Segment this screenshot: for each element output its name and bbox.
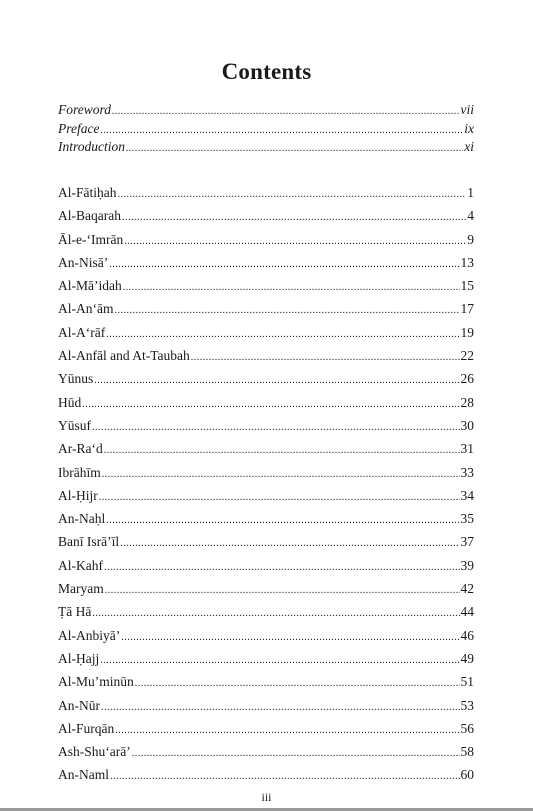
- chapter-entry: [58, 297, 474, 320]
- entry-title: Al-Anfāl and At-Taubah: [58, 348, 190, 364]
- entry-title: Yūsuf: [58, 417, 91, 433]
- entry-page-number: 17: [460, 301, 474, 317]
- entry-title: Al-Baqarah: [58, 208, 121, 224]
- chapter-entry: [58, 554, 474, 577]
- entry-page-number: 42: [460, 581, 474, 597]
- page-title: Contents: [221, 59, 312, 84]
- entry-page-number: 26: [460, 371, 474, 387]
- entry-title: Ibrāhīm: [58, 464, 101, 480]
- dot-leader: [112, 103, 460, 122]
- entry-page-number: ix: [464, 120, 474, 136]
- dot-leader: [101, 696, 460, 719]
- dot-leader: [105, 579, 460, 602]
- chapter-entry: [58, 694, 474, 717]
- chapter-entry: [58, 530, 474, 553]
- dot-leader: [191, 346, 460, 369]
- chapter-entry: [58, 204, 474, 227]
- dot-leader: [92, 416, 460, 439]
- entry-page-number: 39: [460, 557, 474, 573]
- dot-leader: [106, 509, 459, 532]
- entry-page-number: 30: [460, 417, 474, 433]
- entry-title: Hūd: [58, 394, 82, 410]
- entry-page-number: 53: [460, 697, 474, 713]
- entry-title: Al-Kahf: [58, 557, 103, 573]
- chapter-entry: [58, 437, 474, 460]
- entry-title: Foreword: [58, 102, 111, 117]
- dot-leader: [109, 253, 459, 276]
- dot-leader: [100, 649, 459, 672]
- dot-leader: [102, 463, 460, 486]
- entry-page-number: 9: [467, 231, 474, 247]
- chapter-entry: [58, 624, 474, 647]
- entry-page-number: 13: [460, 254, 474, 270]
- entry-title: Ash-Shu‘arā’: [58, 744, 131, 760]
- dot-leader: [104, 439, 460, 462]
- chapter-entry: [58, 344, 474, 367]
- entry-page-number: xi: [464, 139, 474, 154]
- dot-leader: [104, 556, 460, 579]
- chapter-entry: [58, 391, 474, 414]
- entry-title: Al-Ḥajj: [58, 650, 100, 666]
- dot-leader: [118, 183, 467, 206]
- entry-title: Āl-e-ʻImrān: [58, 231, 124, 247]
- dot-leader: [123, 276, 460, 299]
- front-matter-entry: [58, 138, 474, 157]
- chapter-entry: [58, 647, 474, 670]
- entry-page-number: 51: [460, 674, 474, 690]
- dot-leader: [114, 299, 459, 322]
- entry-title: Al-Ḥijr: [58, 487, 98, 503]
- entry-page-number: 28: [460, 394, 474, 410]
- entry-page-number: 35: [460, 511, 474, 527]
- dot-leader: [124, 230, 466, 253]
- dot-leader: [82, 393, 459, 416]
- entry-title: An-Naḥl: [58, 511, 106, 527]
- dot-leader: [100, 122, 463, 141]
- chapter-entry: [58, 251, 474, 274]
- dot-leader: [110, 765, 460, 788]
- dot-leader: [115, 719, 459, 742]
- dot-leader: [121, 626, 459, 649]
- entry-title: Introduction: [58, 139, 125, 154]
- chapter-entry: [58, 740, 474, 763]
- entry-page-number: 37: [460, 534, 474, 550]
- chapter-entry: [58, 507, 474, 530]
- dot-leader: [120, 532, 459, 555]
- entry-title: An-Nisā’: [58, 254, 109, 270]
- chapter-entry: [58, 461, 474, 484]
- entry-title: Ar-Ra‘d: [58, 441, 103, 457]
- entry-page-number: 4: [467, 208, 474, 224]
- entry-title: An-Naml: [58, 767, 109, 783]
- dot-leader: [122, 206, 466, 229]
- entry-page-number: 58: [460, 744, 474, 760]
- page-number: iii: [261, 790, 272, 804]
- chapter-entry: [58, 600, 474, 623]
- entry-title: Al-Mā’idah: [58, 278, 122, 294]
- chapter-entry: [58, 717, 474, 740]
- chapter-entry: [58, 181, 474, 204]
- chapter-entry: [58, 484, 474, 507]
- entry-page-number: 33: [460, 464, 474, 480]
- entry-title: Banī Isrā’īl: [58, 534, 120, 550]
- entry-title: Al-Anbiyā’: [58, 627, 121, 643]
- chapter-entry: [58, 321, 474, 344]
- chapter-entry: [58, 367, 474, 390]
- entry-page-number: 15: [460, 278, 474, 294]
- dot-leader: [106, 323, 459, 346]
- entry-title: Al-Mu’minūn: [58, 674, 134, 690]
- dot-leader: [94, 369, 459, 392]
- entry-page-number: 60: [460, 767, 474, 783]
- chapter-entry: [58, 763, 474, 786]
- entry-page-number: 31: [460, 441, 474, 457]
- entry-title: Al-A‘rāf: [58, 324, 106, 340]
- entry-title: Maryam: [58, 581, 104, 597]
- chapter-entry: [58, 414, 474, 437]
- entry-title: Yūnus: [58, 371, 94, 387]
- front-matter-entry: [58, 101, 474, 120]
- chapter-entry: [58, 228, 474, 251]
- entry-page-number: 34: [460, 487, 474, 503]
- entry-page-number: vii: [460, 102, 474, 117]
- dot-leader: [92, 602, 459, 625]
- entry-title: Al-Furqān: [58, 720, 115, 736]
- entry-page-number: 56: [460, 720, 474, 736]
- chapter-entry: [58, 274, 474, 297]
- entry-page-number: 46: [460, 627, 474, 643]
- entry-page-number: 1: [467, 185, 474, 200]
- entry-page-number: 22: [460, 348, 474, 364]
- entry-page-number: 49: [460, 650, 474, 666]
- chapter-list: [58, 181, 474, 787]
- entry-page-number: 19: [460, 324, 474, 340]
- entry-title: Al-An‘ām: [58, 301, 114, 317]
- chapter-entry: [58, 577, 474, 600]
- dot-leader: [99, 486, 460, 509]
- front-matter-entry: [58, 120, 474, 139]
- entry-title: An-Nūr: [58, 697, 100, 713]
- entry-page-number: 44: [460, 604, 474, 620]
- entry-title: Ṭā Hā: [58, 604, 92, 620]
- section-gap: [58, 157, 474, 182]
- dot-leader: [132, 742, 460, 765]
- entry-title: Al-Fātiḥah: [58, 185, 117, 200]
- front-matter-list: [58, 101, 474, 157]
- table-of-contents: [58, 101, 474, 787]
- entry-title: Preface: [58, 120, 100, 136]
- chapter-entry: [58, 670, 474, 693]
- dot-leader: [126, 140, 463, 159]
- dot-leader: [135, 672, 460, 695]
